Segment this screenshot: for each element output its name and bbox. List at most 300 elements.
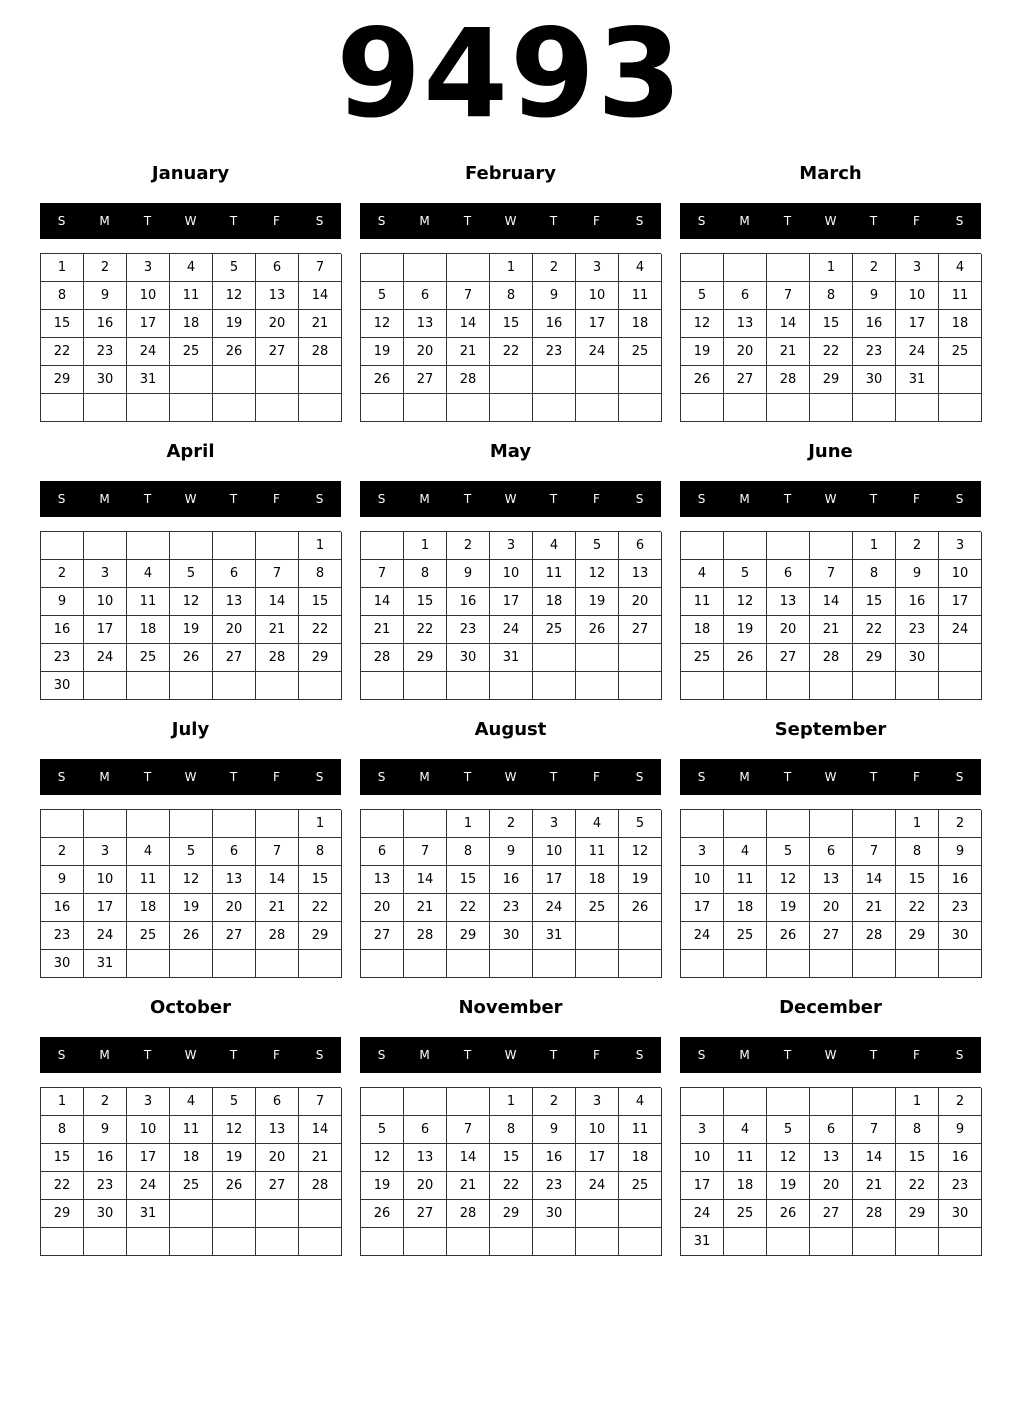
day-cell: 15: [41, 310, 84, 338]
day-cell: 11: [533, 560, 576, 588]
day-cell: 18: [681, 616, 724, 644]
weekday-header: S: [955, 770, 964, 784]
empty-day-cell: [576, 922, 619, 950]
day-cell: 22: [404, 616, 447, 644]
day-cell: 22: [896, 1172, 939, 1200]
empty-day-cell: [619, 394, 662, 422]
empty-day-cell: [299, 394, 342, 422]
day-cell: 21: [810, 616, 853, 644]
day-cell: 17: [681, 894, 724, 922]
empty-day-cell: [896, 950, 939, 978]
weekday-header: F: [273, 1048, 280, 1062]
day-cell: 20: [810, 1172, 853, 1200]
day-cell: 8: [404, 560, 447, 588]
day-cell: 5: [576, 532, 619, 560]
weekday-header: T: [549, 492, 558, 506]
day-cell: 2: [447, 532, 490, 560]
empty-day-cell: [299, 1200, 342, 1228]
empty-day-cell: [404, 1088, 447, 1116]
day-cell: 17: [127, 310, 170, 338]
empty-day-cell: [533, 366, 576, 394]
day-cell: 19: [213, 1144, 256, 1172]
day-cell: 22: [810, 338, 853, 366]
day-cell: 16: [84, 1144, 127, 1172]
day-cell: 30: [896, 644, 939, 672]
day-cell: 29: [810, 366, 853, 394]
weekday-header-bar: [40, 759, 341, 795]
weekday-header: W: [184, 1048, 197, 1062]
weekday-header: S: [697, 214, 706, 228]
day-cell: 26: [681, 366, 724, 394]
day-cell: 3: [681, 1116, 724, 1144]
empty-day-cell: [681, 950, 724, 978]
day-cell: 11: [619, 282, 662, 310]
day-cell: 10: [127, 1116, 170, 1144]
empty-day-cell: [939, 644, 982, 672]
day-cell: 5: [170, 838, 213, 866]
weekday-header: S: [635, 770, 644, 784]
day-cell: 5: [361, 1116, 404, 1144]
empty-day-cell: [404, 950, 447, 978]
day-cell: 9: [939, 838, 982, 866]
day-cell: 8: [896, 838, 939, 866]
day-cell: 15: [853, 588, 896, 616]
day-cell: 9: [896, 560, 939, 588]
weekday-header: F: [593, 770, 600, 784]
day-cell: 23: [533, 338, 576, 366]
empty-day-cell: [853, 1088, 896, 1116]
day-cell: 14: [447, 310, 490, 338]
day-cell: 24: [490, 616, 533, 644]
day-cell: 18: [619, 1144, 662, 1172]
day-cell: 5: [767, 1116, 810, 1144]
empty-day-cell: [533, 950, 576, 978]
weekday-header: T: [143, 1048, 152, 1062]
weekday-header-bar: [360, 203, 661, 239]
day-cell: 16: [853, 310, 896, 338]
day-cell: 23: [490, 894, 533, 922]
day-cell: 31: [533, 922, 576, 950]
day-cell: 24: [681, 922, 724, 950]
day-cell: 9: [490, 838, 533, 866]
weekday-header-bar: [40, 1037, 341, 1073]
day-cell: 13: [810, 866, 853, 894]
day-cell: 7: [404, 838, 447, 866]
month-title: March: [799, 163, 862, 184]
weekday-header: S: [315, 1048, 324, 1062]
weekday-header: S: [635, 1048, 644, 1062]
empty-day-cell: [576, 1228, 619, 1256]
day-cell: 22: [896, 894, 939, 922]
day-cell: 1: [404, 532, 447, 560]
empty-day-cell: [41, 1228, 84, 1256]
empty-day-cell: [724, 1088, 767, 1116]
day-cell: 11: [127, 588, 170, 616]
day-cell: 10: [533, 838, 576, 866]
empty-day-cell: [170, 394, 213, 422]
day-cell: 8: [490, 282, 533, 310]
weekday-header: F: [913, 214, 920, 228]
day-cell: 23: [84, 338, 127, 366]
day-cell: 24: [533, 894, 576, 922]
day-cell: 13: [256, 1116, 299, 1144]
day-cell: 26: [724, 644, 767, 672]
weekday-header: T: [463, 492, 472, 506]
day-cell: 6: [361, 838, 404, 866]
day-cell: 13: [404, 310, 447, 338]
day-cell: 24: [127, 1172, 170, 1200]
empty-day-cell: [724, 672, 767, 700]
day-cell: 30: [939, 1200, 982, 1228]
weekday-header: M: [739, 214, 750, 228]
day-grid: [680, 531, 981, 700]
day-cell: 28: [810, 644, 853, 672]
day-cell: 30: [939, 922, 982, 950]
day-cell: 31: [681, 1228, 724, 1256]
empty-day-cell: [576, 366, 619, 394]
weekday-header-bar: [360, 1037, 661, 1073]
day-cell: 16: [896, 588, 939, 616]
day-cell: 4: [127, 838, 170, 866]
weekday-header: W: [824, 1048, 837, 1062]
day-cell: 16: [939, 1144, 982, 1172]
day-cell: 25: [724, 1200, 767, 1228]
empty-day-cell: [853, 810, 896, 838]
day-cell: 9: [84, 282, 127, 310]
day-cell: 7: [810, 560, 853, 588]
day-cell: 5: [213, 1088, 256, 1116]
day-cell: 4: [681, 560, 724, 588]
weekday-header: T: [229, 1048, 238, 1062]
empty-day-cell: [213, 394, 256, 422]
empty-day-cell: [170, 672, 213, 700]
day-cell: 27: [619, 616, 662, 644]
month-title: April: [166, 441, 215, 462]
day-cell: 14: [299, 282, 342, 310]
empty-day-cell: [681, 532, 724, 560]
empty-day-cell: [404, 1228, 447, 1256]
month-title: May: [489, 441, 532, 462]
day-cell: 21: [853, 1172, 896, 1200]
empty-day-cell: [533, 672, 576, 700]
day-cell: 11: [170, 1116, 213, 1144]
day-cell: 11: [576, 838, 619, 866]
weekday-header: T: [869, 770, 878, 784]
day-cell: 25: [619, 338, 662, 366]
weekday-header: T: [229, 770, 238, 784]
day-cell: 16: [533, 310, 576, 338]
day-grid: [360, 531, 661, 700]
empty-day-cell: [256, 394, 299, 422]
day-cell: 31: [490, 644, 533, 672]
day-cell: 19: [170, 894, 213, 922]
day-cell: 24: [576, 338, 619, 366]
empty-day-cell: [213, 672, 256, 700]
day-cell: 23: [447, 616, 490, 644]
day-cell: 2: [896, 532, 939, 560]
empty-day-cell: [853, 1228, 896, 1256]
weekday-header: S: [57, 770, 66, 784]
weekday-header-bar: [360, 481, 661, 517]
day-grid: [680, 253, 981, 422]
day-cell: 7: [767, 282, 810, 310]
day-cell: 1: [490, 254, 533, 282]
empty-day-cell: [681, 394, 724, 422]
day-cell: 25: [170, 1172, 213, 1200]
day-cell: 6: [810, 838, 853, 866]
empty-day-cell: [939, 394, 982, 422]
empty-day-cell: [256, 950, 299, 978]
day-cell: 1: [896, 1088, 939, 1116]
day-cell: 31: [896, 366, 939, 394]
day-cell: 25: [127, 922, 170, 950]
day-cell: 11: [724, 866, 767, 894]
day-cell: 26: [213, 338, 256, 366]
day-cell: 18: [724, 894, 767, 922]
day-cell: 25: [533, 616, 576, 644]
day-cell: 13: [810, 1144, 853, 1172]
empty-day-cell: [404, 810, 447, 838]
day-cell: 30: [490, 922, 533, 950]
day-cell: 30: [84, 1200, 127, 1228]
empty-day-cell: [170, 366, 213, 394]
day-cell: 18: [576, 866, 619, 894]
empty-day-cell: [576, 950, 619, 978]
weekday-header: S: [377, 214, 386, 228]
day-cell: 1: [896, 810, 939, 838]
day-cell: 20: [256, 310, 299, 338]
day-cell: 9: [533, 282, 576, 310]
day-cell: 12: [576, 560, 619, 588]
empty-day-cell: [853, 394, 896, 422]
weekday-header: T: [229, 492, 238, 506]
day-cell: 4: [170, 254, 213, 282]
day-cell: 13: [213, 588, 256, 616]
weekday-header: T: [869, 492, 878, 506]
day-cell: 9: [533, 1116, 576, 1144]
day-cell: 28: [299, 1172, 342, 1200]
day-cell: 6: [213, 838, 256, 866]
empty-day-cell: [213, 532, 256, 560]
day-cell: 12: [724, 588, 767, 616]
day-cell: 26: [767, 1200, 810, 1228]
day-cell: 12: [170, 588, 213, 616]
day-cell: 13: [724, 310, 767, 338]
day-grid: [360, 809, 661, 978]
day-cell: 8: [299, 838, 342, 866]
empty-day-cell: [127, 810, 170, 838]
day-cell: 9: [84, 1116, 127, 1144]
weekday-header: S: [315, 770, 324, 784]
day-cell: 5: [361, 282, 404, 310]
day-cell: 24: [939, 616, 982, 644]
day-cell: 25: [170, 338, 213, 366]
empty-day-cell: [576, 672, 619, 700]
day-cell: 10: [681, 866, 724, 894]
empty-day-cell: [724, 810, 767, 838]
day-cell: 22: [41, 338, 84, 366]
empty-day-cell: [447, 950, 490, 978]
day-cell: 25: [939, 338, 982, 366]
weekday-header-bar: [680, 1037, 981, 1073]
day-cell: 18: [127, 894, 170, 922]
weekday-header-bar: [680, 203, 981, 239]
day-cell: 26: [619, 894, 662, 922]
day-cell: 13: [619, 560, 662, 588]
day-cell: 23: [84, 1172, 127, 1200]
weekday-header: M: [739, 1048, 750, 1062]
weekday-header: S: [697, 770, 706, 784]
empty-day-cell: [447, 672, 490, 700]
weekday-header: S: [57, 214, 66, 228]
weekday-header: S: [635, 492, 644, 506]
weekday-header: F: [913, 1048, 920, 1062]
day-cell: 19: [170, 616, 213, 644]
weekday-header: T: [143, 214, 152, 228]
day-cell: 1: [299, 810, 342, 838]
empty-day-cell: [256, 532, 299, 560]
weekday-header: F: [273, 214, 280, 228]
day-cell: 21: [404, 894, 447, 922]
empty-day-cell: [767, 1088, 810, 1116]
day-cell: 3: [939, 532, 982, 560]
empty-day-cell: [170, 1228, 213, 1256]
day-cell: 12: [213, 1116, 256, 1144]
weekday-header: S: [955, 492, 964, 506]
weekday-header: F: [273, 770, 280, 784]
day-cell: 3: [127, 1088, 170, 1116]
empty-day-cell: [533, 394, 576, 422]
day-cell: 20: [810, 894, 853, 922]
empty-day-cell: [299, 1228, 342, 1256]
empty-day-cell: [447, 1228, 490, 1256]
day-cell: 26: [361, 366, 404, 394]
day-cell: 25: [127, 644, 170, 672]
empty-day-cell: [533, 1228, 576, 1256]
weekday-header: F: [913, 492, 920, 506]
day-cell: 30: [41, 950, 84, 978]
empty-day-cell: [490, 672, 533, 700]
day-cell: 11: [724, 1144, 767, 1172]
empty-day-cell: [404, 394, 447, 422]
weekday-header: W: [184, 770, 197, 784]
day-cell: 4: [170, 1088, 213, 1116]
day-cell: 19: [681, 338, 724, 366]
empty-day-cell: [213, 366, 256, 394]
day-cell: 27: [256, 338, 299, 366]
empty-day-cell: [213, 1200, 256, 1228]
day-cell: 20: [404, 1172, 447, 1200]
day-cell: 27: [724, 366, 767, 394]
day-cell: 28: [447, 1200, 490, 1228]
year-title: 9493: [336, 3, 684, 145]
empty-day-cell: [939, 366, 982, 394]
day-grid: [40, 1087, 341, 1256]
empty-day-cell: [853, 672, 896, 700]
day-cell: 6: [810, 1116, 853, 1144]
day-cell: 26: [576, 616, 619, 644]
day-cell: 4: [619, 1088, 662, 1116]
month-title: September: [774, 719, 887, 740]
empty-day-cell: [299, 672, 342, 700]
month-title: February: [464, 163, 557, 184]
weekday-header: T: [463, 770, 472, 784]
empty-day-cell: [490, 394, 533, 422]
day-cell: 20: [404, 338, 447, 366]
empty-day-cell: [810, 1088, 853, 1116]
day-cell: 14: [853, 866, 896, 894]
day-cell: 19: [767, 894, 810, 922]
weekday-header: S: [377, 1048, 386, 1062]
day-cell: 28: [361, 644, 404, 672]
day-cell: 7: [853, 838, 896, 866]
month-title: August: [474, 719, 547, 740]
day-cell: 14: [299, 1116, 342, 1144]
empty-day-cell: [490, 1228, 533, 1256]
weekday-header: M: [419, 214, 430, 228]
day-cell: 15: [41, 1144, 84, 1172]
empty-day-cell: [256, 366, 299, 394]
day-cell: 7: [299, 254, 342, 282]
empty-day-cell: [576, 644, 619, 672]
day-cell: 13: [213, 866, 256, 894]
empty-day-cell: [724, 950, 767, 978]
empty-day-cell: [681, 810, 724, 838]
day-cell: 3: [896, 254, 939, 282]
month-title: November: [458, 997, 563, 1018]
empty-day-cell: [256, 1228, 299, 1256]
day-cell: 8: [447, 838, 490, 866]
day-cell: 6: [213, 560, 256, 588]
day-cell: 21: [447, 1172, 490, 1200]
day-cell: 9: [41, 588, 84, 616]
day-cell: 14: [853, 1144, 896, 1172]
day-cell: 23: [939, 894, 982, 922]
day-cell: 26: [170, 644, 213, 672]
day-cell: 25: [681, 644, 724, 672]
empty-day-cell: [41, 532, 84, 560]
empty-day-cell: [767, 1228, 810, 1256]
day-cell: 5: [170, 560, 213, 588]
day-cell: 12: [767, 866, 810, 894]
empty-day-cell: [490, 366, 533, 394]
day-cell: 21: [853, 894, 896, 922]
day-cell: 17: [127, 1144, 170, 1172]
day-cell: 10: [84, 588, 127, 616]
empty-day-cell: [447, 1088, 490, 1116]
weekday-header-bar: [680, 759, 981, 795]
empty-day-cell: [41, 810, 84, 838]
day-cell: 11: [681, 588, 724, 616]
day-cell: 12: [619, 838, 662, 866]
day-cell: 20: [213, 894, 256, 922]
day-cell: 3: [533, 810, 576, 838]
day-cell: 1: [299, 532, 342, 560]
day-cell: 4: [724, 838, 767, 866]
day-cell: 11: [939, 282, 982, 310]
day-cell: 19: [213, 310, 256, 338]
day-cell: 23: [853, 338, 896, 366]
day-cell: 28: [299, 338, 342, 366]
day-grid: [360, 1087, 661, 1256]
day-cell: 18: [619, 310, 662, 338]
day-cell: 3: [84, 560, 127, 588]
empty-day-cell: [896, 672, 939, 700]
day-cell: 12: [361, 1144, 404, 1172]
day-cell: 30: [533, 1200, 576, 1228]
day-cell: 11: [170, 282, 213, 310]
day-cell: 9: [853, 282, 896, 310]
